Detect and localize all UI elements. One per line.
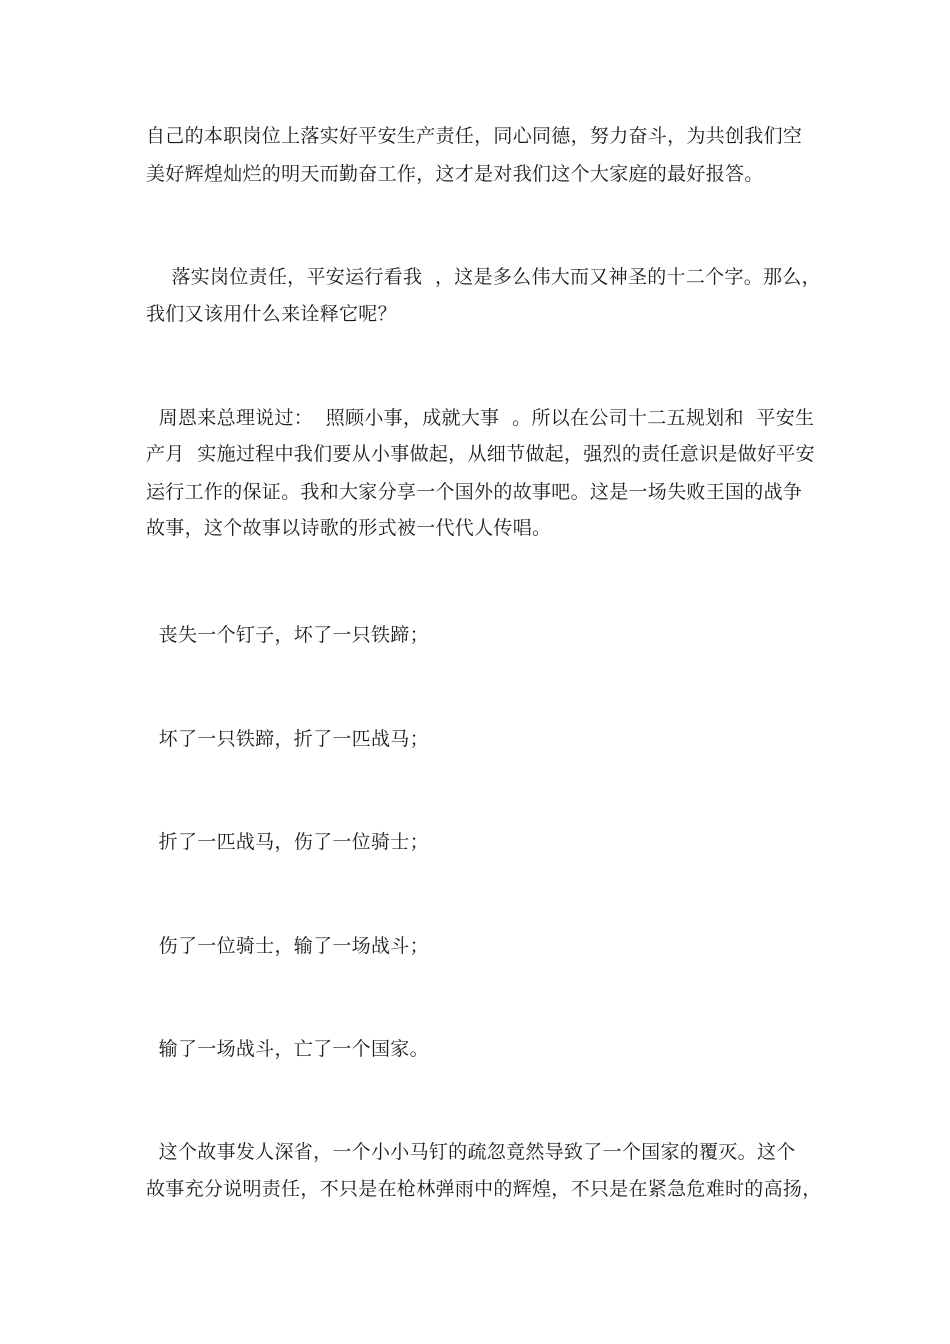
paragraph-4-line-1: 这个故事发人深省，一个小小马钉的疏忽竟然导致了一个国家的覆灭。这个 <box>146 1141 796 1163</box>
paragraph-3-line-4: 故事，这个故事以诗歌的形式被一代代人传唱。 <box>146 517 552 539</box>
poem-line-1: 丧失一个钉子，坏了一只铁蹄； <box>146 624 429 646</box>
paragraph-1-line-1: 自己的本职岗位上落实好平安生产责任，同心同德，努力奋斗，为共创我们空 <box>146 125 803 147</box>
poem-line-4: 伤了一位骑士，输了一场战斗； <box>146 935 429 957</box>
paragraph-2-line-1: 落实岗位责任，平安运行看我 ，这是多么伟大而又神圣的十二个字。那么， <box>146 266 821 288</box>
poem-line-5: 输了一场战斗，亡了一个国家。 <box>146 1038 429 1060</box>
poem-line-3: 折了一匹战马，伤了一位骑士； <box>146 831 429 853</box>
paragraph-3-line-2: 产月 实施过程中我们要从小事做起，从细节做起，强烈的责任意识是做好平安 <box>146 443 815 465</box>
paragraph-3-line-1: 周恩来总理说过： 照顾小事，成就大事 。所以在公司十二五规划和 平安生 <box>146 407 815 429</box>
poem-line-2: 坏了一只铁蹄，折了一匹战马； <box>146 728 429 750</box>
paragraph-4-line-2: 故事充分说明责任，不只是在枪林弹雨中的辉煌，不只是在紧急危难时的高扬， <box>146 1178 822 1200</box>
paragraph-3-line-3: 运行工作的保证。我和大家分享一个国外的故事吧。这是一场失败王国的战争 <box>146 481 803 503</box>
paragraph-1-line-2: 美好辉煌灿烂的明天而勤奋工作，这才是对我们这个大家庭的最好报答。 <box>146 163 764 185</box>
paragraph-2-line-2: 我们又该用什么来诠释它呢？ <box>146 303 397 325</box>
